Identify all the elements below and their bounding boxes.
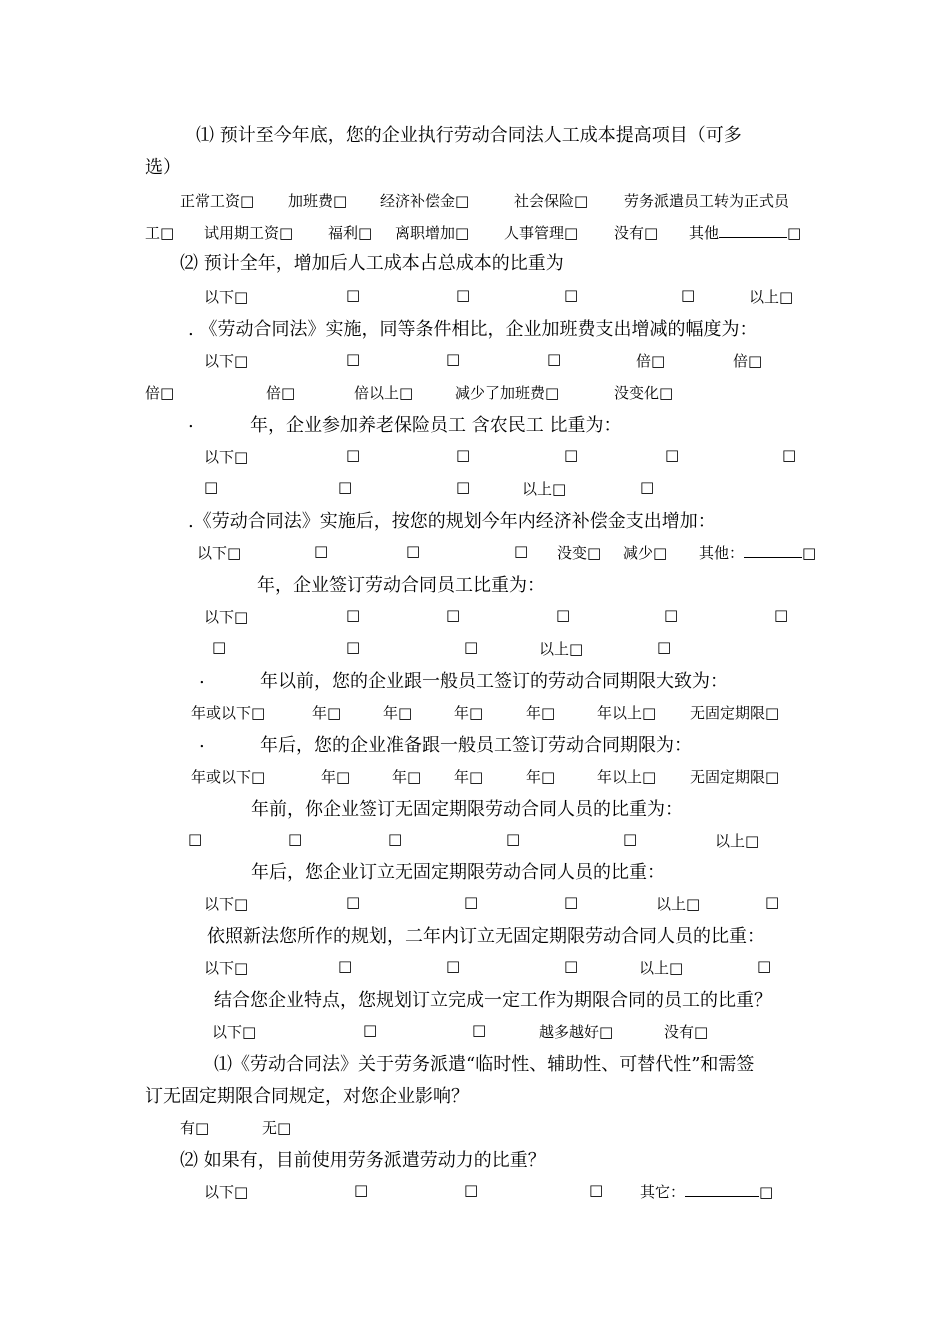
- option[interactable]: 年□: [454, 768, 484, 786]
- option[interactable]: □: [456, 286, 471, 304]
- question-text: 年，企业签订劳动合同员工比重为：: [257, 575, 545, 596]
- option[interactable]: □: [774, 606, 789, 624]
- option[interactable]: □: [514, 542, 529, 560]
- option[interactable]: □: [757, 957, 772, 975]
- option[interactable]: 加班费□: [288, 192, 348, 210]
- option[interactable]: □: [765, 893, 780, 911]
- option[interactable]: □: [564, 957, 579, 975]
- option[interactable]: 年□: [454, 704, 484, 722]
- option[interactable]: 以下□: [204, 448, 249, 466]
- option[interactable]: □: [346, 893, 361, 911]
- option[interactable]: □: [446, 606, 461, 624]
- option[interactable]: 劳务派遣员工转为正式员: [624, 192, 790, 210]
- option[interactable]: 年□: [526, 704, 556, 722]
- option[interactable]: 倍□: [636, 352, 666, 370]
- option[interactable]: 没变□: [557, 544, 602, 562]
- question-text: 年后，您企业订立无固定期限劳动合同人员的比重：: [251, 862, 665, 883]
- question-text: 依照新法您所作的规划，二年内订立无固定期限劳动合同人员的比重：: [207, 926, 765, 947]
- option[interactable]: 无固定期限□: [690, 704, 780, 722]
- option[interactable]: 其他： □: [699, 544, 817, 562]
- option[interactable]: 以下□: [197, 544, 242, 562]
- option[interactable]: 减少□: [623, 544, 668, 562]
- option[interactable]: □: [456, 478, 471, 496]
- option[interactable]: 年□: [526, 768, 556, 786]
- question-text: . 《劳动合同法》实施，同等条件相比，企业加班费支出增减的幅度为：: [188, 319, 758, 340]
- option[interactable]: 没变化□: [614, 384, 674, 402]
- option[interactable]: 倍□: [733, 352, 763, 370]
- option[interactable]: □: [782, 446, 797, 464]
- option[interactable]: □: [681, 286, 696, 304]
- option[interactable]: 年或以下□: [191, 704, 266, 722]
- option[interactable]: □: [204, 478, 219, 496]
- option[interactable]: 经济补偿金□: [380, 192, 470, 210]
- option[interactable]: □: [640, 478, 655, 496]
- option[interactable]: 以下□: [204, 608, 249, 626]
- option[interactable]: 减少了加班费□: [455, 384, 560, 402]
- option[interactable]: 倍□: [266, 384, 296, 402]
- option[interactable]: 工□: [145, 224, 175, 242]
- option[interactable]: 年以上□: [597, 704, 657, 722]
- option[interactable]: □: [354, 1181, 369, 1199]
- option[interactable]: 福利□: [328, 224, 373, 242]
- option[interactable]: 年□: [312, 704, 342, 722]
- option[interactable]: 以上□: [749, 288, 794, 306]
- option[interactable]: 年以上□: [597, 768, 657, 786]
- option[interactable]: 年或以下□: [191, 768, 266, 786]
- option[interactable]: 社会保险□: [514, 192, 589, 210]
- option[interactable]: □: [363, 1021, 378, 1039]
- question-dot: .: [199, 667, 205, 688]
- option[interactable]: □: [346, 606, 361, 624]
- option[interactable]: □: [556, 606, 571, 624]
- option[interactable]: □: [506, 830, 521, 848]
- question-text: ⑵ 预计全年，增加后人工成本占总成本的比重为: [180, 253, 564, 274]
- question-text: 年以前，您的企业跟一般员工签订的劳动合同期限大致为：: [260, 671, 728, 692]
- option[interactable]: 以上□: [656, 895, 701, 913]
- option[interactable]: □: [464, 893, 479, 911]
- question-dot: .: [188, 411, 194, 432]
- option[interactable]: □: [338, 478, 353, 496]
- blank-underline[interactable]: [685, 1182, 759, 1197]
- option[interactable]: □: [346, 446, 361, 464]
- option[interactable]: 以上□: [522, 480, 567, 498]
- option[interactable]: 以下□: [212, 1023, 257, 1041]
- question-text: ⑵ 如果有，目前使用劳务派遣劳动力的比重？: [180, 1150, 546, 1171]
- option[interactable]: □: [564, 893, 579, 911]
- question-text: ⑴ 预计至今年底，您的企业执行劳动合同法人工成本提高项目（可多: [196, 125, 742, 146]
- option[interactable]: □: [406, 542, 421, 560]
- option[interactable]: □: [346, 350, 361, 368]
- option[interactable]: □: [657, 638, 672, 656]
- option[interactable]: □: [446, 957, 461, 975]
- option[interactable]: 以下□: [204, 288, 249, 306]
- option[interactable]: □: [288, 830, 303, 848]
- option[interactable]: 年□: [321, 768, 351, 786]
- option[interactable]: 年□: [383, 704, 413, 722]
- question-text: 年后，您的企业准备跟一般员工签订劳动合同期限为：: [260, 735, 692, 756]
- question-text-cont: 订无固定期限合同规定，对您企业影响？: [145, 1086, 469, 1107]
- option[interactable]: 人事管理□: [504, 224, 579, 242]
- option[interactable]: 以上□: [539, 640, 584, 658]
- option[interactable]: 其他 □: [689, 224, 802, 242]
- question-text: .《劳动合同法》实施后，按您的规划今年内经济补偿金支出增加：: [188, 511, 716, 532]
- option[interactable]: □: [464, 1181, 479, 1199]
- question-text: 年，企业参加养老保险员工 含农民工 比重为：: [250, 415, 622, 436]
- blank-underline[interactable]: [744, 543, 802, 558]
- blank-underline[interactable]: [719, 223, 787, 238]
- question-text-cont: 选）: [145, 157, 181, 178]
- option[interactable]: 越多越好□: [539, 1023, 614, 1041]
- option[interactable]: □: [346, 286, 361, 304]
- option[interactable]: 没有□: [614, 224, 659, 242]
- option[interactable]: □: [564, 446, 579, 464]
- option[interactable]: □: [564, 286, 579, 304]
- option[interactable]: □: [188, 830, 203, 848]
- option[interactable]: 以下□: [204, 959, 249, 977]
- option[interactable]: 倍□: [145, 384, 175, 402]
- option[interactable]: □: [446, 350, 461, 368]
- option[interactable]: 以下□: [204, 895, 249, 913]
- option[interactable]: □: [388, 830, 403, 848]
- option[interactable]: 正常工资□: [180, 192, 255, 210]
- option[interactable]: 没有□: [664, 1023, 709, 1041]
- option[interactable]: 无□: [262, 1119, 292, 1137]
- option[interactable]: □: [314, 542, 329, 560]
- option[interactable]: □: [456, 446, 471, 464]
- option[interactable]: □: [547, 350, 562, 368]
- option[interactable]: 以下□: [204, 352, 249, 370]
- option[interactable]: 试用期工资□: [204, 224, 294, 242]
- option[interactable]: 倍以上□: [354, 384, 414, 402]
- option[interactable]: □: [212, 638, 227, 656]
- question-text: 结合您企业特点，您规划订立完成一定工作为期限合同的员工的比重？: [214, 990, 772, 1011]
- question-text: ⑴《劳动合同法》关于劳务派遣“临时性、辅助性、可替代性”和需签: [214, 1054, 755, 1075]
- question-text: 年前，你企业签订无固定期限劳动合同人员的比重为：: [251, 799, 683, 820]
- option[interactable]: 年□: [392, 768, 422, 786]
- option[interactable]: □: [338, 957, 353, 975]
- option[interactable]: □: [589, 1181, 604, 1199]
- option[interactable]: □: [665, 446, 680, 464]
- question-dot: .: [199, 731, 205, 752]
- option[interactable]: □: [464, 638, 479, 656]
- option[interactable]: 其它： □: [640, 1183, 774, 1201]
- option[interactable]: □: [664, 606, 679, 624]
- option[interactable]: 有□: [180, 1119, 210, 1137]
- option[interactable]: 以上□: [639, 959, 684, 977]
- option[interactable]: 离职增加□: [395, 224, 470, 242]
- option[interactable]: 以下□: [204, 1183, 249, 1201]
- option[interactable]: □: [346, 638, 361, 656]
- option[interactable]: □: [472, 1021, 487, 1039]
- option[interactable]: 以上□: [715, 832, 760, 850]
- option[interactable]: 无固定期限□: [690, 768, 780, 786]
- option[interactable]: □: [623, 830, 638, 848]
